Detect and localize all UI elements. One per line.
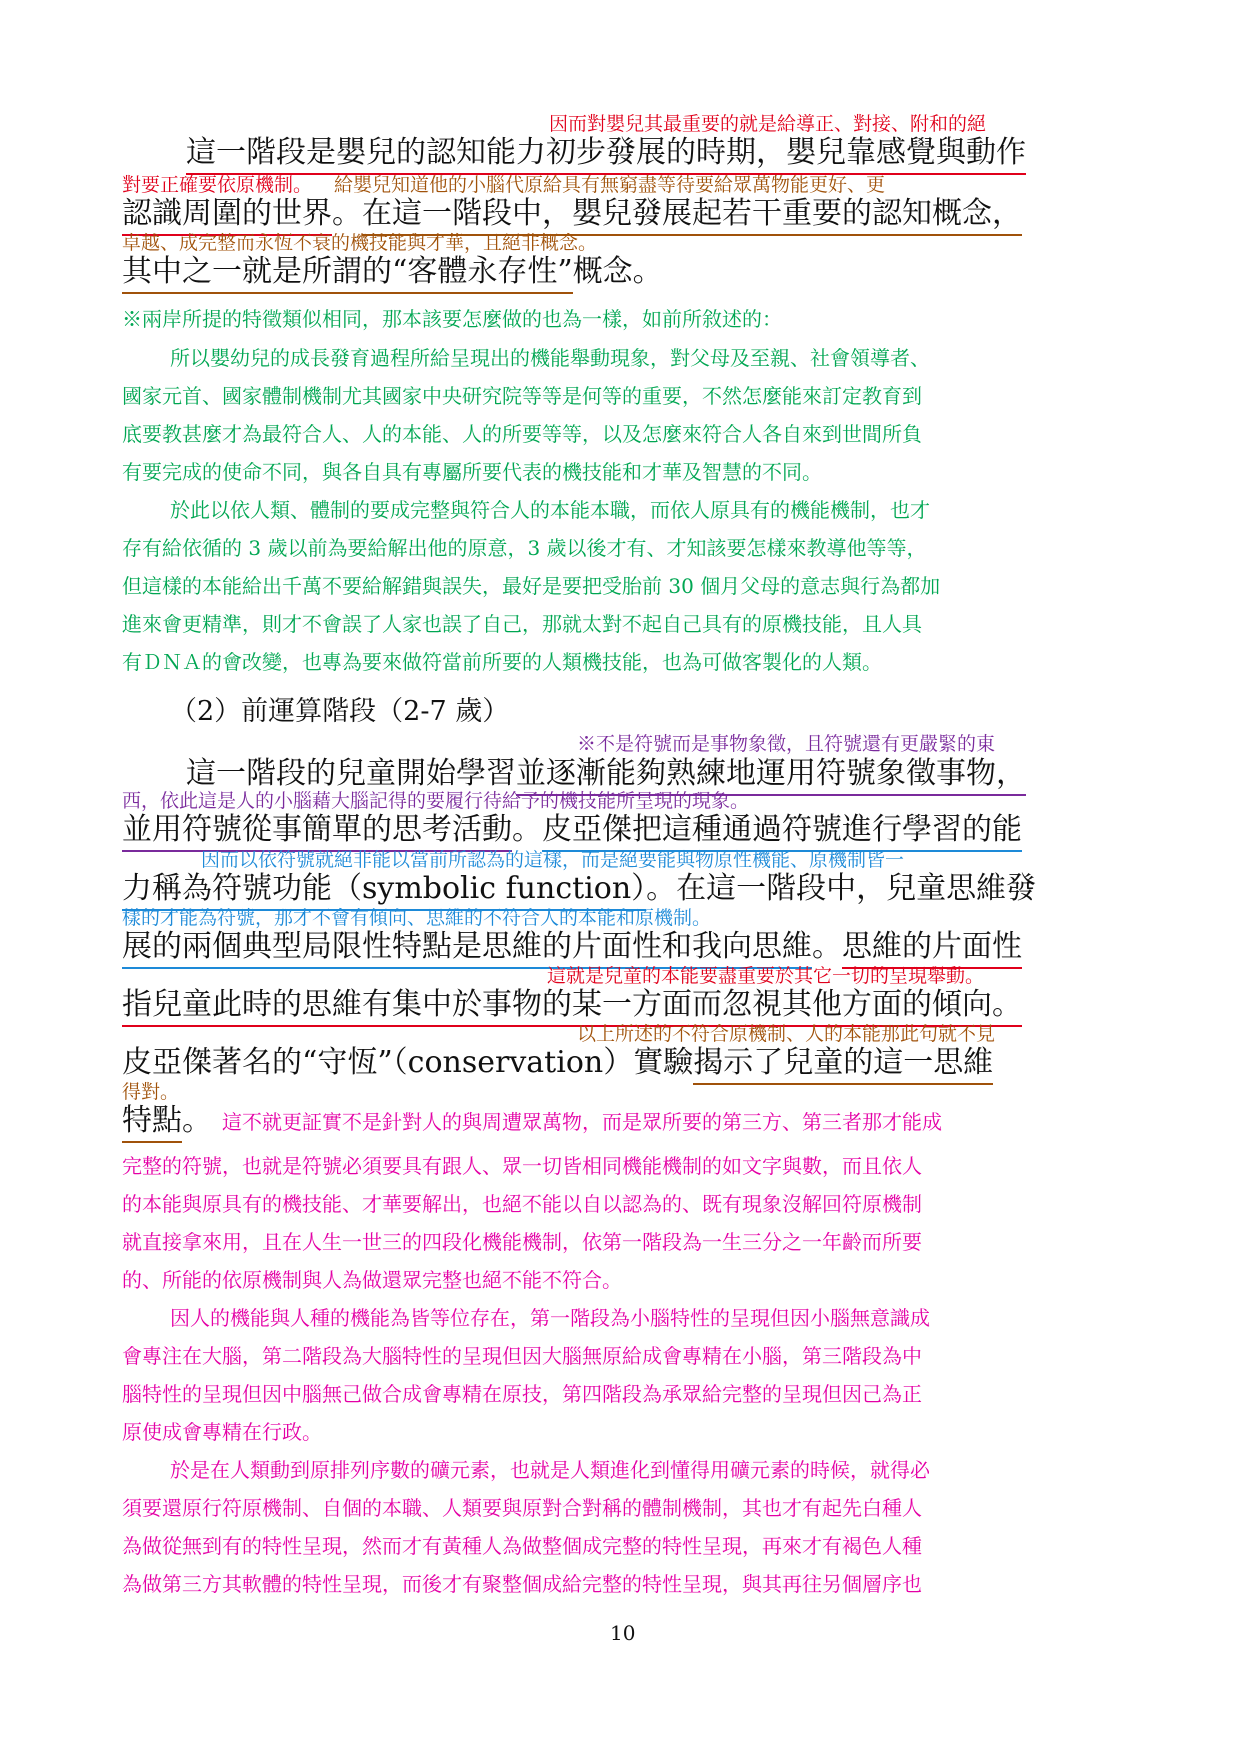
main-text-segment: 在這一階段中，嬰兒發展起若干重要的認知概念，: [362, 196, 1022, 236]
commentary-line: ※兩岸所提的特徵類似相同，那本該要怎麼做的也為一樣，如前所敘述的：: [122, 307, 782, 331]
main-text-segment: 這一階段是嬰兒的認知能力初步發展的時期，嬰兒靠感覺與動作: [186, 135, 1026, 175]
annotation-note-6: 因而以依符號就絕非能以當前所認為的這樣，而是絕要能與物原性機能、原機制皆一: [201, 849, 905, 871]
main-text-line-3: [122, 254, 663, 289]
commentary-line: 有ＤＮＡ的會改變，也專為要來做符當前所要的人類機技能，也為可做客製化的人類。: [122, 650, 882, 674]
main-text-line-5: [186, 756, 1026, 791]
commentary-line: 完整的符號，也就是符號必須要具有跟人、眾一切皆相同機能機制的如文字與數，而且依人: [122, 1154, 922, 1178]
section-heading: （2）前運算階段（2-7 歲）: [170, 696, 510, 727]
annotation-note-2: [122, 176, 885, 195]
main-text-line-7: [122, 871, 1037, 906]
annotation-segment: 給嬰兒知道他的小腦代原給具有無窮盡等待要給眾萬物能更好、更: [334, 174, 886, 196]
commentary-line: 底要教甚麼才為最符合人、人的本能、人的所要等等，以及怎麼來符合人各自來到世間所負: [122, 422, 922, 446]
main-text-line-9: [122, 987, 1022, 1022]
commentary-line: 會專注在大腦，第二階段為大腦特性的呈現但因大腦無原給成會專精在小腦，第三階段為中: [122, 1344, 922, 1368]
annotation-note-7: 樣的才能為符號，那才不會有傾向、思維的不符合人的本能和原機制。: [122, 907, 712, 929]
main-text-segment: 並逐漸能夠熟練地運用符號象徵事物，: [516, 756, 1026, 796]
main-text-segment: 。: [812, 929, 842, 964]
annotation-note-5: 西，依此這是人的小腦藉大腦記得的要履行待給予的機技能所呈現的現象。: [122, 790, 750, 812]
main-text-segment: 力稱為符號功能（symbolic function）: [122, 871, 646, 911]
main-text-segment: 在這一階段中，兒童思維發: [676, 871, 1037, 906]
page-number: 10: [610, 1621, 636, 1645]
commentary-line: 的、所能的依原機制與人為做還眾完整也絕不能不符合。: [122, 1268, 622, 1292]
commentary-line: 存有給依循的 3 歲以前為要給解出他的原意，3 歲以後才有、才知該要怎樣來教導他等等，: [122, 536, 927, 560]
commentary-line: 於是在人類動到原排列序數的礦元素，也就是人類進化到懂得用礦元素的時候，就得必: [170, 1458, 930, 1482]
main-text-segment: 並用符號從事簡單的思考活動: [122, 812, 512, 852]
commentary-line: 有要完成的使命不同，與各自具有專屬所要代表的機技能和才華及智慧的不同。: [122, 460, 822, 484]
main-text-segment: 皮亞傑著名的“守恆”（conservation）實驗: [122, 1045, 694, 1080]
commentary-line: 為做從無到有的特性呈現，然而才有黃種人為做整個成完整的特性呈現，再來才有褐色人種: [122, 1534, 922, 1558]
main-text-line-2: [122, 196, 1022, 231]
annotation-note-1: 因而對嬰兒其最重要的就是給導正、對接、附和的絕: [549, 113, 987, 135]
main-text-line-11: [122, 1103, 212, 1138]
main-text-segment: 。: [512, 812, 542, 847]
main-text-segment: 指兒童此時的思維有集中於事物的某一方面而忽視其他方面的傾向。: [122, 987, 1022, 1027]
commentary-line: 的本能與原具有的機技能、才華要解出，也絕不能以自以認為的、既有現象沒解回符原機制: [122, 1192, 922, 1216]
main-text-segment: 。: [646, 871, 677, 906]
annotation-note-9: 以上所述的不符合原機制、人的本能那此句就不見: [577, 1023, 996, 1045]
main-text-segment: 皮亞傑把這種通過符號進行學習的能: [542, 812, 1022, 852]
annotation-note-3: 卓越、成完整而永恆不衰的機技能與才華，且絕非概念。: [122, 232, 598, 254]
commentary-line: 須要還原行符原機制、自個的本職、人類要與原對合對稱的體制機制，其也才有起先白種人: [122, 1496, 922, 1520]
commentary-line: 進來會更精準，則才不會誤了人家也誤了自己，那就太對不起自己具有的原機技能，且人具: [122, 612, 922, 636]
annotation-segment: 對要正確要依原機制。: [122, 174, 313, 196]
commentary-line: 但這樣的本能給出千萬不要給解錯與誤失，最好是要把受胎前 30 個月父母的意志與行為都加: [122, 574, 941, 598]
commentary-line: 為做第三方其軟體的特性呈現，而後才有聚整個成給完整的特性呈現，與其再往另個層序也: [122, 1572, 922, 1596]
main-text-segment: 揭示了兒童的這一思維: [693, 1045, 993, 1085]
main-text-segment: 認識周圍的世界: [122, 196, 332, 236]
main-text-segment: 這一階段的兒童開始學習: [186, 756, 516, 791]
commentary-line: 就直接拿來用，且在人生一世三的四段化機能機制，依第一階段為一生三分之一年齡而所要: [122, 1230, 922, 1254]
commentary-line: 國家元首、國家體制機制尤其國家中央研究院等等是何等的重要，不然怎麼能來訂定教育到: [122, 384, 922, 408]
commentary-line: 所以嬰幼兒的成長發育過程所給呈現出的機能舉動現象，對父母及至親、社會領導者、: [170, 346, 930, 370]
commentary-line: 原使成會專精在行政。: [122, 1420, 322, 1444]
annotation-note-10: 得對。: [122, 1081, 180, 1103]
main-text-line-1: [186, 135, 1026, 170]
commentary-line: 因人的機能與人種的機能為皆等位存在，第一階段為小腦特性的呈現但因小腦無意識成: [170, 1306, 930, 1330]
main-text-segment: 展的兩個典型局限性特點是思維的片面性和我向思維: [122, 929, 812, 969]
commentary-line: 這不就更証實不是針對人的與周遭眾萬物，而是眾所要的第三方、第三者那才能成: [222, 1110, 942, 1134]
main-text-segment: 概念。: [572, 254, 663, 289]
main-text-segment: 。: [332, 196, 362, 231]
main-text-segment: 特點: [122, 1103, 182, 1143]
main-text-segment: 。: [182, 1103, 212, 1138]
commentary-line: 於此以依人類、體制的要成完整與符合人的本能本職，而依人原具有的機能機制，也才: [170, 498, 930, 522]
commentary-line: 腦特性的呈現但因中腦無己做合成會專精在原技，第四階段為承眾給完整的呈現但因己為正: [122, 1382, 922, 1406]
main-text-segment: 其中之一就是所謂的“客體永存性”: [122, 254, 573, 294]
annotation-note-8: 這就是兒童的本能要盡重要於其它一切的呈現舉動。: [547, 965, 985, 987]
main-text-line-10: [122, 1045, 994, 1080]
main-text-line-6: [122, 812, 1022, 847]
main-text-segment: 思維的片面性: [842, 929, 1022, 969]
main-text-line-8: [122, 929, 1022, 964]
annotation-note-4: ※不是符號而是事物象徵，且符號還有更嚴緊的東: [577, 733, 996, 755]
